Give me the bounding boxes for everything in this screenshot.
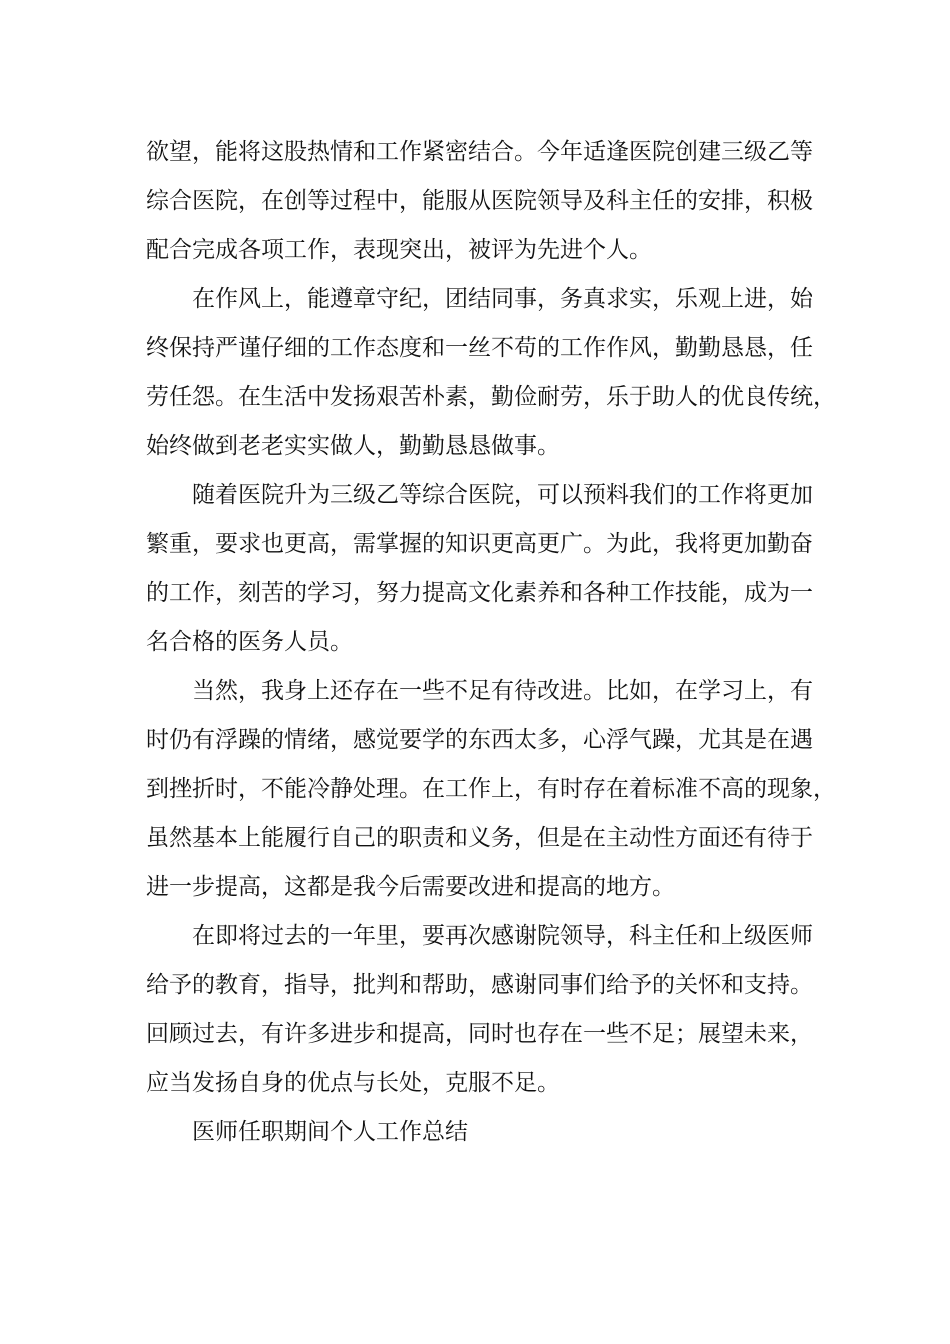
- text-line: 到挫折时，不能冷静处理。在工作上，有时存在着标准不高的现象，: [146, 776, 836, 802]
- text-line: 繁重，要求也更高，需掌握的知识更高更广。为此，我将更加勤奋: [146, 531, 813, 557]
- text-line: 始终做到老老实实做人，勤勤恳恳做事。: [146, 433, 560, 459]
- text-line: 在作风上，能遵章守纪，团结同事，务真求实，乐观上进，始: [192, 286, 813, 312]
- text-line: 回顾过去，有许多进步和提高，同时也存在一些不足；展望未来，: [146, 1021, 813, 1047]
- paragraph-3: [146, 471, 813, 667]
- text-line: 应当发扬自身的优点与长处，克服不足。: [146, 1070, 560, 1096]
- text-line: 终保持严谨仔细的工作态度和一丝不苟的工作作风，勤勤恳恳，任: [146, 335, 813, 361]
- text-line: 综合医院，在创等过程中，能服从医院领导及科主任的安排，积极: [146, 188, 813, 214]
- text-line: 欲望，能将这股热情和工作紧密结合。今年适逢医院创建三级乙等: [146, 139, 813, 165]
- text-line: 在即将过去的一年里，要再次感谢院领导，科主任和上级医师: [192, 923, 813, 949]
- section-heading-paragraph: [146, 1108, 810, 1157]
- text-line: 当然，我身上还存在一些不足有待改进。比如，在学习上，有: [192, 678, 813, 704]
- paragraph-2: [146, 275, 836, 471]
- text-line: 劳任怨。在生活中发扬艰苦朴素，勤俭耐劳，乐于助人的优良传统，: [146, 384, 836, 410]
- text-line: 虽然基本上能履行自己的职责和义务，但是在主动性方面还有待于: [146, 825, 813, 851]
- text-line: 配合完成各项工作，表现突出，被评为先进个人。: [146, 237, 652, 263]
- paragraph-4: [146, 667, 836, 912]
- paragraph-5: [146, 912, 813, 1108]
- text-line: 名合格的医务人员。: [146, 629, 353, 655]
- paragraph-1: [146, 128, 813, 275]
- document-body: [146, 128, 836, 1157]
- text-line: 给予的教育，指导，批判和帮助，感谢同事们给予的关怀和支持。: [146, 972, 813, 998]
- text-line: 的工作，刻苦的学习，努力提高文化素养和各种工作技能，成为一: [146, 580, 813, 606]
- text-line: 进一步提高，这都是我今后需要改进和提高的地方。: [146, 874, 675, 900]
- text-line: 时仍有浮躁的情绪，感觉要学的东西太多，心浮气躁，尤其是在遇: [146, 727, 813, 753]
- section-heading: 医师任职期间个人工作总结: [192, 1119, 468, 1145]
- text-line: 随着医院升为三级乙等综合医院，可以预料我们的工作将更加: [192, 482, 813, 508]
